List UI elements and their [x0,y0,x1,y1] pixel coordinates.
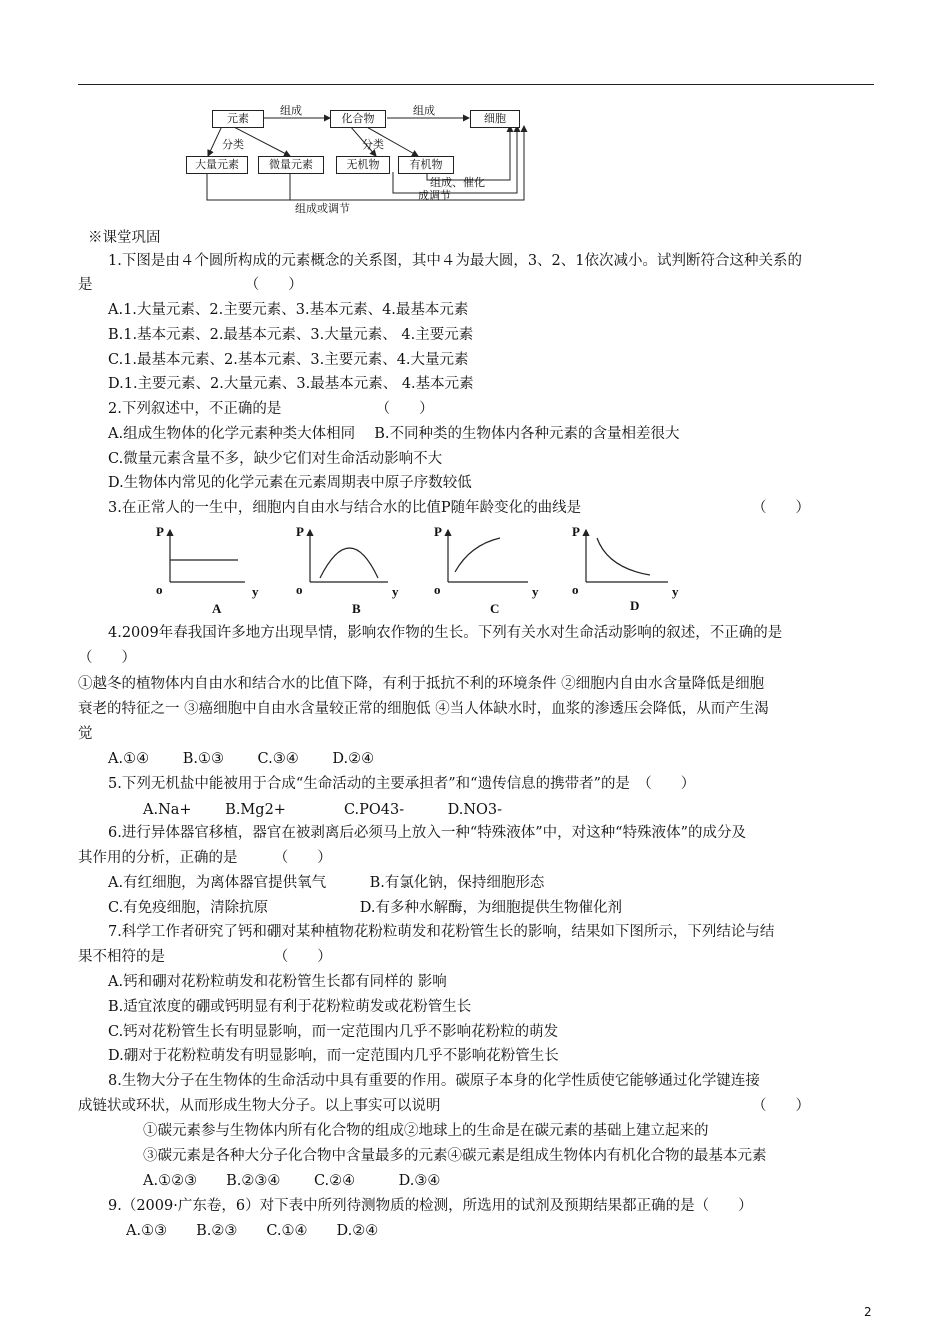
graph-a-p: P [156,524,164,539]
graph-d-o: o [572,582,579,597]
graph-a-o: o [156,582,163,597]
q4-line4: 衰老的特征之一 ③癌细胞中自由水含量较正常的细胞低 ④当人体缺水时，血浆的渗透压会降低，从而产生渴 [78,701,769,717]
q7-line2: 果不相符的是 （ ） [78,949,332,965]
graph-d-y: y [672,584,679,599]
box-compounds: 化合物 [330,110,386,128]
graph-c-label: C [490,601,500,616]
box-cell: 细胞 [470,110,520,128]
q3-stem: 3.在正常人的一生中，细胞内自由水与结合水的比值P随年龄变化的曲线是 [108,500,582,516]
q9-options: A.①③ B.②③ C.①④ D.②④ [126,1223,379,1239]
q4-line2: （ ） [78,650,136,666]
q4-options: A.①④ B.①③ C.③④ D.②④ [108,751,375,767]
graph-b-o: o [296,582,303,597]
q2-options-ab: A.组成生物体的化学元素种类大体相同 B.不同种类的生物体内各种元素的含量相差很大 [108,426,680,442]
q2-option-d: D.生物体内常见的化学元素在元素周期表中原子序数较低 [108,475,472,491]
q8-line2: 成链状或环状，从而形成生物大分子。以上事实可以说明 [78,1098,441,1114]
box-major-elements: 大量元素 [186,156,248,174]
q6-line1: 6.进行异体器官移植，器官在被剥离后必须马上放入一种“特殊液体”中，对这种“特殊液体”的成分及 [108,825,746,841]
graph-d [586,530,668,582]
q6-line2: 其作用的分析，正确的是 （ ） [78,850,332,866]
graph-c [448,530,528,582]
graph-b-label: B [352,601,361,616]
q8-options: A.①②③ B.②③④ C.②④ D.③④ [143,1173,441,1189]
q1-line2: 是 （ ） [78,277,303,293]
graph-b-y: y [392,584,399,599]
label-compose-catalyze-2: 成调节 [418,189,451,202]
label-compose-catalyze-1: 组成、催化 [430,176,485,189]
q6-options-ab: A.有红细胞，为离体器官提供氧气 B.有氯化钠，保持细胞形态 [108,875,545,891]
q7-option-c: C.钙对花粉管生长有明显影响，而一定范围内几乎不影响花粉粒的萌发 [108,1024,559,1040]
q8-statement-2: ③碳元素是各种大分子化合物中含量最多的元素④碳元素是组成生物体内有机化合物的最基本元素 [143,1148,767,1164]
q7-option-a: A.钙和硼对花粉粒萌发和花粉管生长都有同样的 影响 [108,974,447,990]
q1-option-b: B.1.基本元素、2.最基本元素、3.大量元素、 4.主要元素 [108,327,474,343]
section-title: ※课堂巩固 [88,230,161,246]
q8-line1: 8.生物大分子在生物体的生命活动中具有重要的作用。碳原子本身的化学性质使它能够通过化学键连接 [108,1073,760,1089]
box-elements: 元素 [212,110,264,128]
q7-line1: 7.科学工作者研究了钙和硼对某种植物花粉粒萌发和花粉管生长的影响，结果如下图所示，下列结论与结 [108,924,775,940]
box-trace-elements: 微量元素 [258,156,324,174]
q8-paren: （ ） [752,1098,810,1114]
label-compose-2: 组成 [413,104,435,117]
graph-a [170,530,245,582]
box-organic: 有机物 [398,156,454,174]
graph-a-y: y [252,584,259,599]
graph-c-p: P [434,524,442,539]
q4-line3: ①越冬的植物体内自由水和结合水的比值下降，有利于抵抗不利的环境条件 ②细胞内自由水含量降低是细胞 [78,676,765,692]
q1-option-d: D.1.主要元素、2.大量元素、3.最基本元素、 4.基本元素 [108,376,474,392]
graph-d-p: P [572,524,580,539]
graph-c-o: o [434,582,441,597]
label-compose-regulate: 组成或调节 [295,202,350,215]
header-rule [78,84,874,85]
graph-a-label: A [212,601,222,616]
q7-option-d: D.硼对于花粉粒萌发有明显影响，而一定范围内几乎不影响花粉管生长 [108,1048,559,1064]
q7-option-b: B.适宜浓度的硼或钙明显有利于花粉粒萌发或花粉管生长 [108,999,472,1015]
graph-b [310,530,388,582]
q1-option-a: A.1.大量元素、2.主要元素、3.基本元素、4.最基本元素 [108,302,469,318]
page-number: 2 [864,1305,872,1319]
graph-d-label: D [630,598,640,613]
box-inorganic: 无机物 [336,156,390,174]
q8-statement-1: ①碳元素参与生物体内所有化合物的组成②地球上的生命是在碳元素的基础上建立起来的 [143,1123,709,1139]
q4-line1: 4.2009年春我国许多地方出现旱情，影响农作物的生长。下列有关水对生命活动影响的叙述，不正确的是 [108,625,783,641]
q4-line5: 觉 [78,726,93,742]
graph-c-y: y [532,584,539,599]
q9-stem: 9.（2009·广东卷，6）对下表中所列待测物质的检测，所选用的试剂及预期结果都正确的是（ ） [108,1198,753,1214]
q5-options: A.Na+ B.Mg2+ C.PO43- D.NO3- [143,802,503,818]
q1-line1: 1.下图是由４个圆所构成的元素概念的关系图，其中４为最大圆，3、2、1依次减小。试判断符合这种关系的 [108,253,803,269]
q5-stem: 5.下列无机盐中能被用于合成“生命活动的主要承担者”和“遗传信息的携带者”的是 （ ） [108,776,696,792]
q2-stem: 2.下列叙述中，不正确的是 （ ） [108,401,434,417]
graph-b-p: P [296,524,304,539]
q3-paren: （ ） [752,500,810,516]
label-classify-2: 分类 [362,138,384,151]
q2-option-c: C.微量元素含量不多，缺少它们对生命活动影响不大 [108,451,443,467]
label-classify-1: 分类 [222,138,244,151]
q1-option-c: C.1.最基本元素、2.基本元素、3.主要元素、4.大量元素 [108,352,469,368]
q6-options-cd: C.有免疫细胞，清除抗原 D.有多种水解酶，为细胞提供生物催化剂 [108,900,623,916]
q3-graph-svg [150,520,690,625]
label-compose-1: 组成 [280,104,302,117]
